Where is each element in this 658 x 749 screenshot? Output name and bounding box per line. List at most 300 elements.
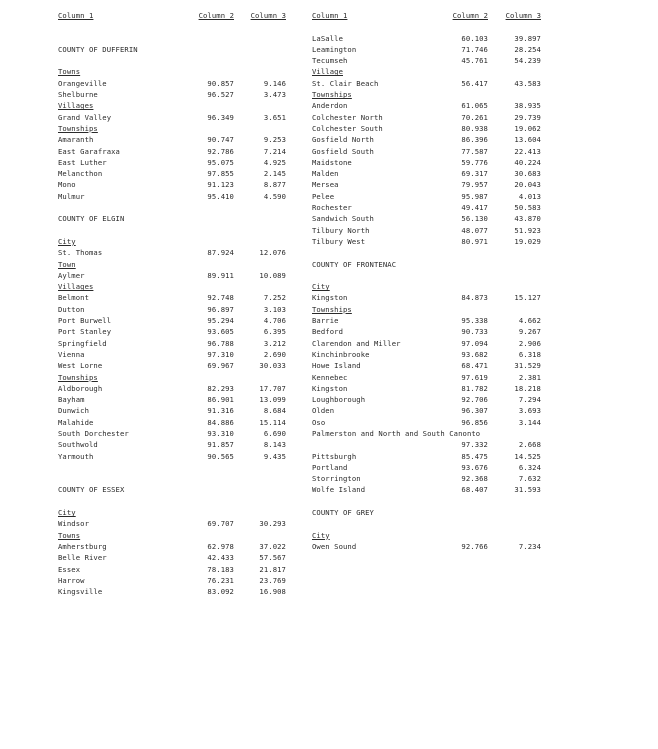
table-row	[58, 428, 290, 439]
municipality-name: Kingston	[312, 383, 348, 393]
section-heading	[58, 66, 290, 77]
table-row	[58, 304, 290, 315]
table-row	[312, 326, 546, 337]
table-row	[312, 462, 546, 473]
county-name: COUNTY OF GREY	[312, 508, 374, 518]
column-2-value: 69.707	[207, 519, 234, 529]
table-row	[312, 417, 546, 428]
column-3-value: 3.651	[263, 112, 286, 122]
table-row	[312, 157, 546, 168]
table-row	[58, 326, 290, 337]
municipality-name: Yarmouth	[58, 451, 94, 461]
column-3-value: 43.583	[514, 78, 541, 88]
column-3-value: 28.254	[514, 44, 541, 54]
section-name: City	[312, 530, 330, 540]
table-row	[58, 360, 290, 371]
column-3-value: 13.099	[259, 395, 286, 405]
municipality-name: Windsor	[58, 519, 89, 529]
table-row	[312, 202, 546, 213]
header-column-3: Column 3	[505, 11, 541, 20]
section-heading	[58, 530, 290, 541]
municipality-name: Orangeville	[58, 78, 107, 88]
municipality-name: Mulmur	[58, 191, 85, 201]
municipality-name: East Garafraxa	[58, 146, 120, 156]
section-name: Townships	[58, 123, 98, 133]
column-2-value: 90.747	[207, 135, 234, 145]
municipality-name: Port Burwell	[58, 316, 112, 326]
column-3-value: 23.769	[259, 575, 286, 585]
column-3-value: 16.908	[259, 587, 286, 597]
table-row	[312, 236, 546, 247]
table-row	[58, 564, 290, 575]
column-3-value: 4.590	[263, 191, 286, 201]
municipality-name: Dutton	[58, 304, 85, 314]
left-table-body	[58, 21, 290, 597]
column-3-value: 20.043	[514, 180, 541, 190]
municipality-name: Mono	[58, 180, 76, 190]
section-name: Town	[58, 259, 76, 269]
municipality-name: Vienna	[58, 349, 85, 359]
column-3-value: 40.224	[514, 157, 541, 167]
column-3-value: 4.706	[263, 316, 286, 326]
municipality-name: Shelburne	[58, 90, 98, 100]
column-2-value: 80.938	[461, 123, 488, 133]
municipality-name: Kingston	[312, 293, 348, 303]
column-2-value: 96.897	[207, 304, 234, 314]
table-row	[312, 168, 546, 179]
municipality-name: Belmont	[58, 293, 89, 303]
column-2-value: 90.565	[207, 451, 234, 461]
table-row	[58, 157, 290, 168]
column-2-value: 89.911	[207, 270, 234, 280]
table-row	[312, 213, 546, 224]
column-3-value: 2.690	[263, 349, 286, 359]
column-2-value: 76.231	[207, 575, 234, 585]
municipality-name: Pittsburgh	[312, 451, 357, 461]
municipality-name: Portland	[312, 462, 348, 472]
municipality-name: Tilbury West	[312, 236, 366, 246]
column-3-value: 6.324	[518, 462, 541, 472]
table-row	[58, 134, 290, 145]
section-heading	[312, 66, 546, 77]
column-3-value: 50.583	[514, 203, 541, 213]
table-row	[312, 428, 546, 439]
column-3-value: 54.239	[514, 56, 541, 66]
header-column-3: Column 3	[250, 11, 286, 20]
municipality-name: Mersea	[312, 180, 339, 190]
table-row	[312, 179, 546, 190]
county-heading	[312, 259, 546, 270]
municipality-name: LaSalle	[312, 33, 343, 43]
column-2-value: 70.261	[461, 112, 488, 122]
column-2-value: 96.307	[461, 406, 488, 416]
column-3-value: 31.593	[514, 485, 541, 495]
column-header-row	[58, 10, 290, 21]
municipality-name: Rochester	[312, 203, 352, 213]
column-2-value: 97.310	[207, 349, 234, 359]
table-row	[312, 292, 546, 303]
table-row	[312, 394, 546, 405]
blank-row	[312, 496, 546, 507]
municipality-name: Colchester South	[312, 123, 383, 133]
column-2-value: 84.873	[461, 293, 488, 303]
left-column	[58, 10, 290, 597]
section-name: Townships	[312, 90, 352, 100]
column-2-value: 92.786	[207, 146, 234, 156]
table-row	[312, 484, 546, 495]
column-2-value: 81.782	[461, 383, 488, 393]
section-name: Village	[312, 67, 343, 77]
column-2-value: 59.776	[461, 157, 488, 167]
table-row	[312, 78, 546, 89]
municipality-name: Anderdon	[312, 101, 348, 111]
table-row	[58, 247, 290, 258]
municipality-name: Malahide	[58, 417, 94, 427]
column-2-value: 95.410	[207, 191, 234, 201]
table-row	[58, 168, 290, 179]
column-3-value: 15.114	[259, 417, 286, 427]
table-row	[58, 405, 290, 416]
column-3-value: 4.662	[518, 316, 541, 326]
county-name: COUNTY OF ELGIN	[58, 214, 125, 224]
blank-row	[312, 21, 546, 32]
column-3-value: 21.817	[259, 564, 286, 574]
column-2-value: 84.886	[207, 417, 234, 427]
section-name: City	[58, 508, 76, 518]
municipality-name: Colchester North	[312, 112, 383, 122]
column-3-value: 8.143	[263, 440, 286, 450]
municipality-name: Aylmer	[58, 270, 85, 280]
column-2-value: 86.901	[207, 395, 234, 405]
blank-row	[58, 462, 290, 473]
municipality-name: Sandwich South	[312, 214, 374, 224]
table-row	[58, 552, 290, 563]
table-row	[312, 315, 546, 326]
table-row	[312, 338, 546, 349]
column-2-value: 85.475	[461, 451, 488, 461]
table-row	[312, 383, 546, 394]
blank-row	[58, 55, 290, 66]
municipality-name: Aldborough	[58, 383, 103, 393]
column-2-value: 93.682	[461, 349, 488, 359]
column-3-value: 7.294	[518, 395, 541, 405]
table-row	[58, 292, 290, 303]
table-row	[58, 349, 290, 360]
column-3-value: 18.218	[514, 383, 541, 393]
column-3-value: 19.062	[514, 123, 541, 133]
municipality-name: Bayham	[58, 395, 85, 405]
table-row	[58, 586, 290, 597]
table-row	[312, 360, 546, 371]
section-heading	[312, 89, 546, 100]
section-name: Towns	[58, 67, 81, 77]
table-row	[312, 225, 546, 236]
column-header-row	[312, 10, 546, 21]
municipality-name: West Lorne	[58, 361, 103, 371]
column-2-value: 87.924	[207, 248, 234, 258]
column-3-value: 9.435	[263, 451, 286, 461]
county-name: COUNTY OF DUFFERIN	[58, 44, 138, 54]
column-2-value: 42.433	[207, 553, 234, 563]
county-heading	[58, 484, 290, 495]
section-heading	[58, 236, 290, 247]
municipality-name: Belle River	[58, 553, 107, 563]
column-2-value: 93.676	[461, 462, 488, 472]
county-heading	[312, 507, 546, 518]
column-3-value: 6.395	[263, 327, 286, 337]
municipality-name: Kinchinbrooke	[312, 349, 370, 359]
column-3-value: 14.525	[514, 451, 541, 461]
blank-row	[58, 496, 290, 507]
column-3-value: 31.529	[514, 361, 541, 371]
table-row	[312, 439, 546, 450]
municipality-name: Melancthon	[58, 169, 103, 179]
municipality-name: Harrow	[58, 575, 85, 585]
column-2-value: 48.077	[461, 225, 488, 235]
municipality-name: Gosfield North	[312, 135, 374, 145]
column-3-value: 38.935	[514, 101, 541, 111]
header-column-2: Column 2	[198, 11, 234, 20]
column-3-value: 3.144	[518, 417, 541, 427]
table-row	[312, 146, 546, 157]
table-row	[58, 451, 290, 462]
municipality-name: Tecumseh	[312, 56, 348, 66]
municipality-name: Grand Valley	[58, 112, 112, 122]
column-3-value: 3.473	[263, 90, 286, 100]
column-3-value: 6.318	[518, 349, 541, 359]
table-row	[312, 100, 546, 111]
municipality-name: Malden	[312, 169, 339, 179]
column-2-value: 56.130	[461, 214, 488, 224]
table-row	[312, 55, 546, 66]
column-3-value: 17.707	[259, 383, 286, 393]
column-2-value: 61.065	[461, 101, 488, 111]
table-row	[312, 112, 546, 123]
section-name: Townships	[58, 372, 98, 382]
column-3-value: 7.214	[263, 146, 286, 156]
table-row	[58, 439, 290, 450]
column-2-value: 95.294	[207, 316, 234, 326]
table-row	[312, 473, 546, 484]
table-row	[58, 179, 290, 190]
municipality-name: Wolfe Island	[312, 485, 366, 495]
blank-row	[58, 202, 290, 213]
column-3-value: 4.925	[263, 157, 286, 167]
section-name: City	[58, 236, 76, 246]
section-heading	[58, 372, 290, 383]
column-2-value: 68.407	[461, 485, 488, 495]
section-heading	[58, 259, 290, 270]
column-3-value: 7.252	[263, 293, 286, 303]
column-2-value: 77.587	[461, 146, 488, 156]
column-2-value: 79.957	[461, 180, 488, 190]
column-3-value: 9.146	[263, 78, 286, 88]
column-2-value: 97.619	[461, 372, 488, 382]
municipality-name: Bedford	[312, 327, 343, 337]
table-row	[58, 394, 290, 405]
column-3-value: 2.668	[518, 440, 541, 450]
municipality-name: Howe Island	[312, 361, 361, 371]
table-row	[58, 191, 290, 202]
table-row	[312, 349, 546, 360]
column-2-value: 92.706	[461, 395, 488, 405]
column-2-value: 78.183	[207, 564, 234, 574]
column-3-value: 2.145	[263, 169, 286, 179]
column-3-value: 39.897	[514, 33, 541, 43]
column-2-value: 91.857	[207, 440, 234, 450]
column-3-value: 2.381	[518, 372, 541, 382]
column-2-value: 91.123	[207, 180, 234, 190]
column-3-value: 29.739	[514, 112, 541, 122]
table-row	[58, 146, 290, 157]
municipality-name: Palmerston and North and South Canonto	[312, 428, 481, 438]
county-name: COUNTY OF FRONTENAC	[312, 259, 397, 269]
column-2-value: 92.748	[207, 293, 234, 303]
column-3-value: 10.089	[259, 270, 286, 280]
section-heading	[312, 304, 546, 315]
table-row	[312, 123, 546, 134]
column-2-value: 80.971	[461, 236, 488, 246]
column-2-value: 95.987	[461, 191, 488, 201]
municipality-name: South Dorchester	[58, 428, 129, 438]
column-2-value: 69.967	[207, 361, 234, 371]
table-row	[58, 575, 290, 586]
column-3-value: 37.022	[259, 541, 286, 551]
municipality-name: Olden	[312, 406, 335, 416]
municipality-name: Oso	[312, 417, 326, 427]
table-row	[58, 338, 290, 349]
column-3-value: 43.870	[514, 214, 541, 224]
section-name: Villages	[58, 282, 94, 292]
table-row	[312, 134, 546, 145]
column-2-value: 49.417	[461, 203, 488, 213]
table-row	[312, 44, 546, 55]
column-2-value: 62.978	[207, 541, 234, 551]
header-column-1: Column 1	[312, 11, 348, 20]
column-2-value: 45.761	[461, 56, 488, 66]
column-3-value: 2.906	[518, 338, 541, 348]
table-row	[312, 405, 546, 416]
column-3-value: 30.033	[259, 361, 286, 371]
municipality-name: Maidstone	[312, 157, 352, 167]
table-row	[312, 191, 546, 202]
column-3-value: 22.413	[514, 146, 541, 156]
section-name: City	[312, 282, 330, 292]
section-heading	[312, 530, 546, 541]
column-3-value: 13.604	[514, 135, 541, 145]
column-2-value: 92.368	[461, 474, 488, 484]
municipality-name: St. Clair Beach	[312, 78, 379, 88]
municipality-name: Essex	[58, 564, 81, 574]
county-name: COUNTY OF ESSEX	[58, 485, 125, 495]
blank-row	[58, 21, 290, 32]
column-3-value: 6.690	[263, 428, 286, 438]
municipality-name: Storrington	[312, 474, 361, 484]
column-2-value: 96.527	[207, 90, 234, 100]
table-row	[58, 112, 290, 123]
section-name: Towns	[58, 530, 81, 540]
blank-row	[58, 33, 290, 44]
blank-row	[58, 473, 290, 484]
blank-row	[58, 225, 290, 236]
column-3-value: 30.683	[514, 169, 541, 179]
municipality-name: East Luther	[58, 157, 107, 167]
municipality-name: Pelee	[312, 191, 335, 201]
municipality-name: Southwold	[58, 440, 98, 450]
column-2-value: 83.092	[207, 587, 234, 597]
table-row	[58, 78, 290, 89]
table-row	[58, 518, 290, 529]
column-2-value: 97.855	[207, 169, 234, 179]
column-3-value: 30.293	[259, 519, 286, 529]
municipality-name: Kingsville	[58, 587, 103, 597]
table-row	[312, 33, 546, 44]
table-row	[58, 270, 290, 281]
header-column-2: Column 2	[452, 11, 488, 20]
county-heading	[58, 213, 290, 224]
column-2-value: 86.396	[461, 135, 488, 145]
header-column-1: Column 1	[58, 11, 94, 20]
column-3-value: 57.567	[259, 553, 286, 563]
column-3-value: 3.212	[263, 338, 286, 348]
municipality-name: St. Thomas	[58, 248, 103, 258]
municipality-name: Amherstburg	[58, 541, 107, 551]
blank-row	[312, 247, 546, 258]
table-row	[58, 89, 290, 100]
table-row	[58, 541, 290, 552]
column-3-value: 9.267	[518, 327, 541, 337]
column-2-value: 93.310	[207, 428, 234, 438]
table-row	[312, 541, 546, 552]
municipality-name: Tilbury North	[312, 225, 370, 235]
column-3-value: 7.234	[518, 541, 541, 551]
right-table-body	[312, 21, 546, 552]
column-2-value: 60.103	[461, 33, 488, 43]
column-2-value: 68.471	[461, 361, 488, 371]
column-3-value: 15.127	[514, 293, 541, 303]
section-heading	[58, 281, 290, 292]
table-row	[58, 383, 290, 394]
column-2-value: 92.766	[461, 541, 488, 551]
section-name: Villages	[58, 101, 94, 111]
municipality-name: Amaranth	[58, 135, 94, 145]
column-2-value: 97.094	[461, 338, 488, 348]
column-2-value: 96.788	[207, 338, 234, 348]
column-2-value: 90.733	[461, 327, 488, 337]
column-2-value: 71.746	[461, 44, 488, 54]
table-row	[58, 417, 290, 428]
column-2-value: 69.317	[461, 169, 488, 179]
column-2-value: 90.857	[207, 78, 234, 88]
right-column	[312, 10, 546, 552]
table-row	[58, 315, 290, 326]
column-2-value: 96.856	[461, 417, 488, 427]
county-heading	[58, 44, 290, 55]
column-3-value: 8.684	[263, 406, 286, 416]
column-3-value: 3.103	[263, 304, 286, 314]
municipality-name: Clarendon and Miller	[312, 338, 401, 348]
blank-row	[312, 270, 546, 281]
section-heading	[58, 507, 290, 518]
column-3-value: 8.877	[263, 180, 286, 190]
column-3-value: 51.923	[514, 225, 541, 235]
column-2-value: 95.075	[207, 157, 234, 167]
table-row	[312, 372, 546, 383]
municipality-name: Leamington	[312, 44, 357, 54]
column-2-value: 96.349	[207, 112, 234, 122]
municipality-name: Springfield	[58, 338, 107, 348]
municipality-name: Dunwich	[58, 406, 89, 416]
